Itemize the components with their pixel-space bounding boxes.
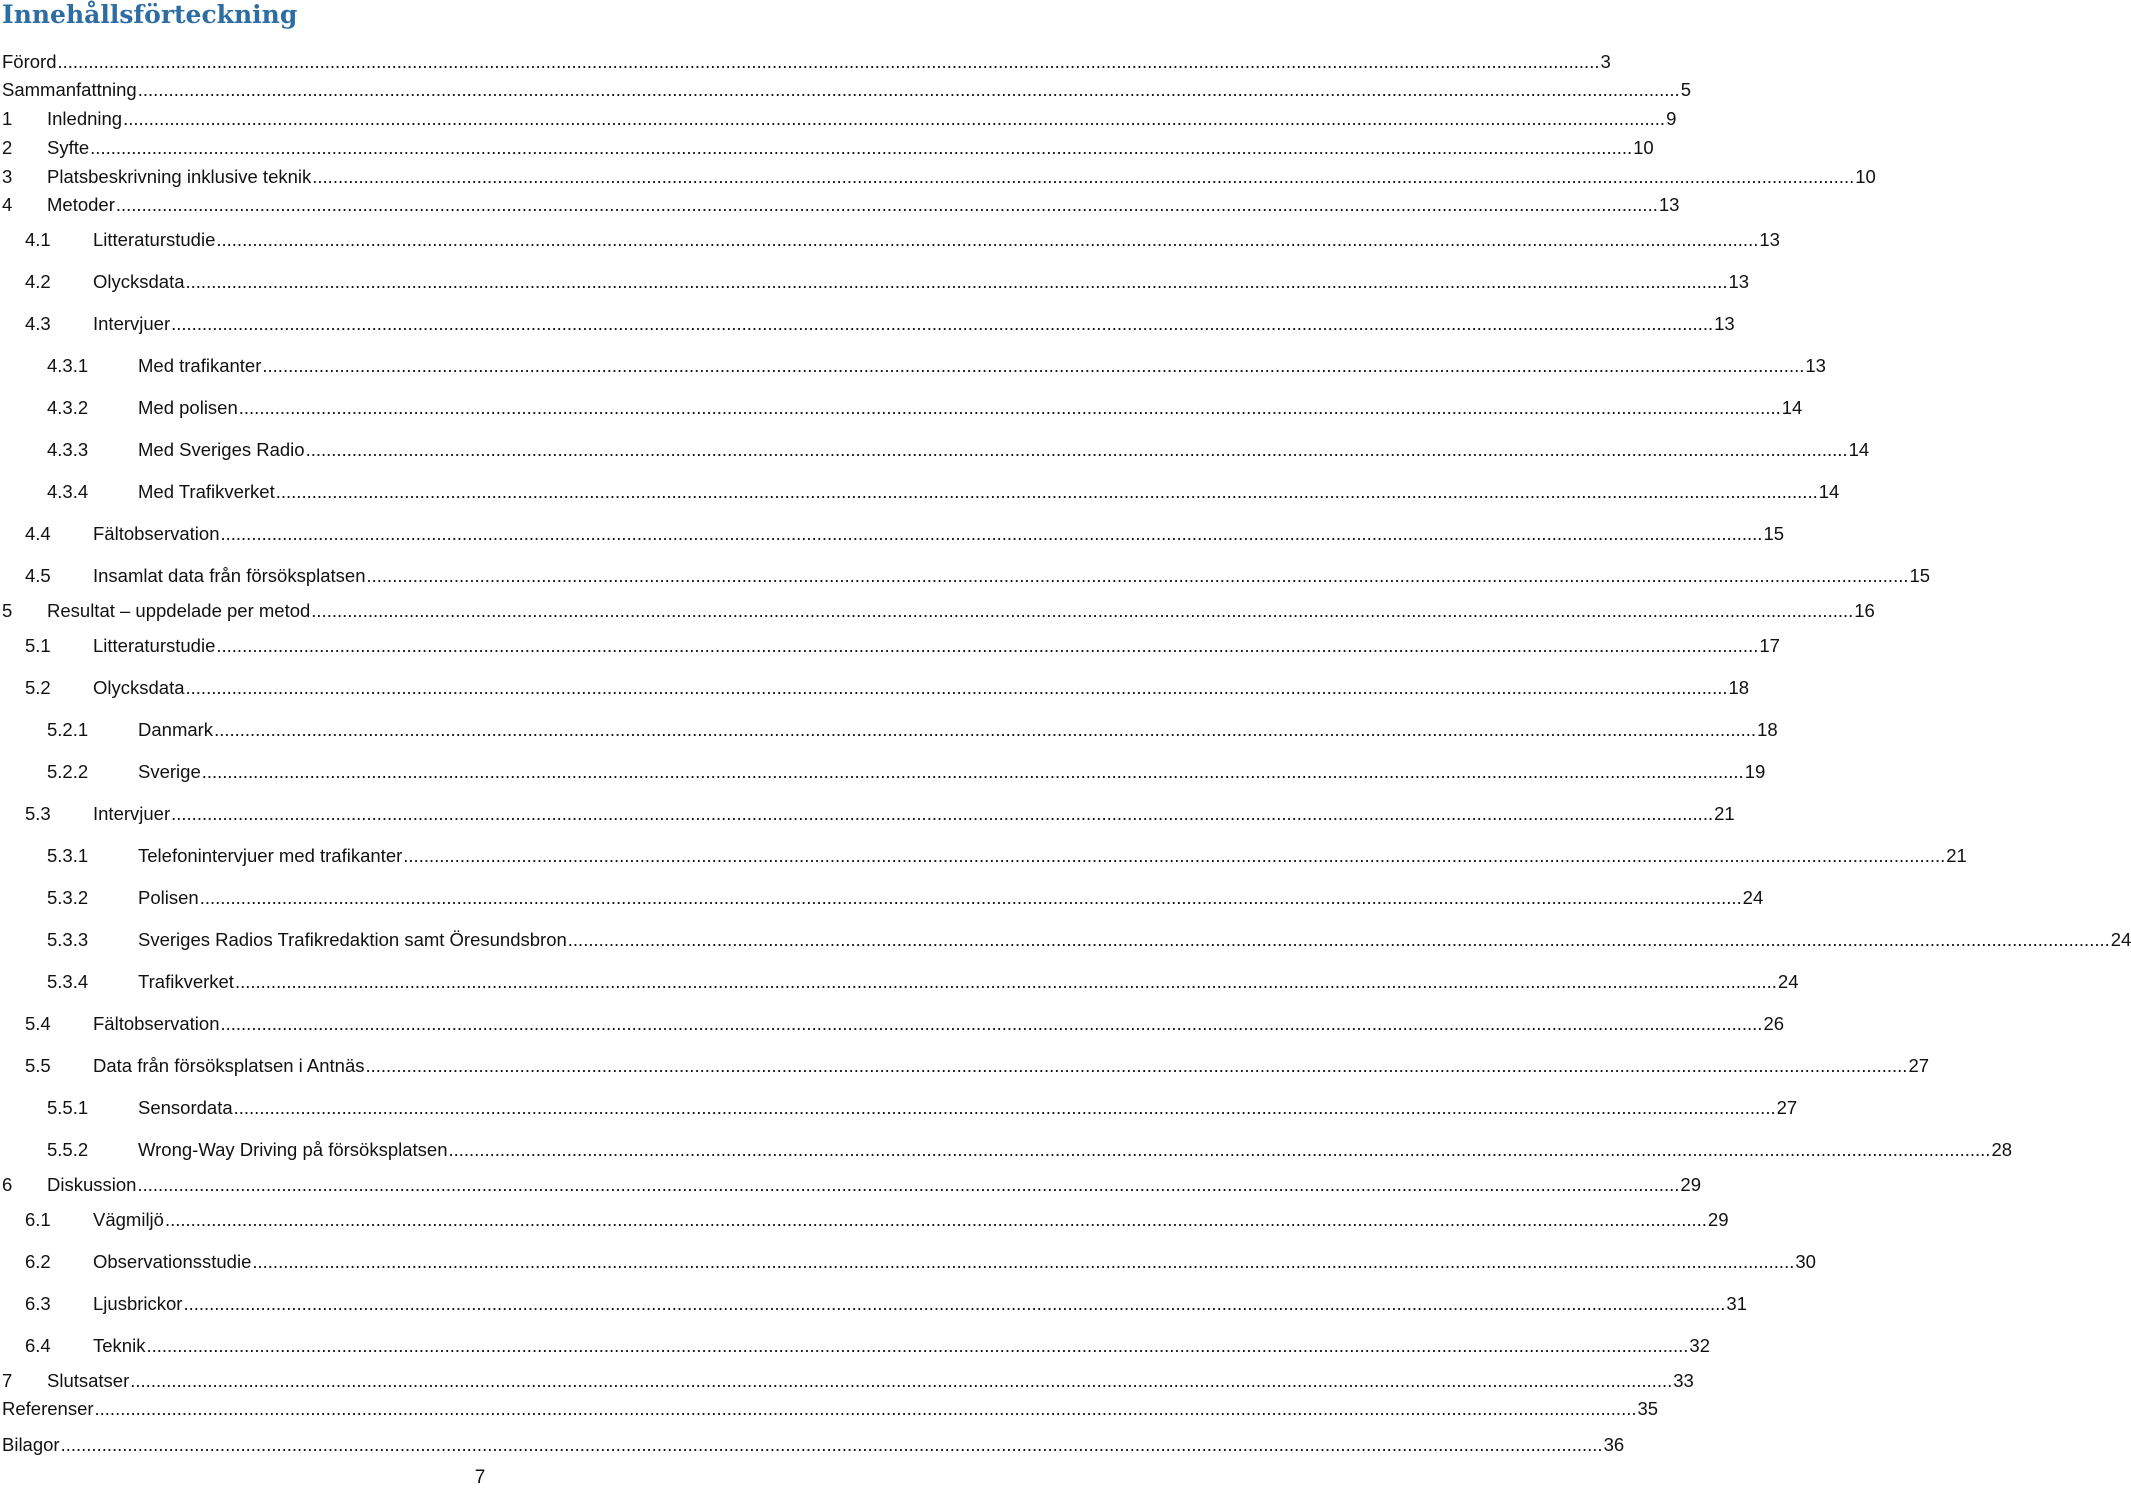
dot-leader: ............................................................................................................................................................................................................................................................................................................ [312,166,1855,187]
toc-entry-number: 6 [2,1174,13,1195]
toc-entry-page: 27 [1776,1097,1798,1118]
dot-leader: ............................................................................................................................................................................................................................................................................................................ [185,271,1728,292]
dot-leader: ............................................................................................................................................................................................................................................................................................................ [220,1013,1763,1034]
toc-entry-label: Litteraturstudie [93,229,216,250]
dot-leader: ............................................................................................................................................................................................................................................................................................................ [238,397,1781,418]
toc-entry-page: 15 [1909,565,1931,586]
toc-entry-label: Med trafikanter [138,355,262,376]
dot-leader: ............................................................................................................................................................................................................................................................................................................ [199,887,1742,908]
toc-entry[interactable] [25,522,1785,546]
toc-entry[interactable] [25,1334,1710,1358]
dot-leader: ............................................................................................................................................................................................................................................................................................................ [171,313,1714,334]
toc-entry-page: 33 [1673,1370,1694,1391]
toc-entry-page: 15 [1763,523,1785,544]
toc-entry-page: 32 [1689,1335,1710,1356]
toc-entry-number: 5.2.2 [47,761,89,782]
toc-entry-number: 5.5.2 [47,1139,89,1160]
dot-leader: ............................................................................................................................................................................................................................................................................................................ [365,1055,1908,1076]
toc-entry-label: Platsbeskrivning inklusive teknik [47,166,312,187]
dot-leader: ............................................................................................................................................................................................................................................................................................................ [130,1370,1673,1391]
dot-leader: ............................................................................................................................................................................................................................................................................................................ [262,355,1805,376]
toc-entry-label: Inledning [47,108,123,129]
dot-leader: ............................................................................................................................................................................................................................................................................................................ [164,1209,1707,1230]
toc-entry[interactable] [25,270,1750,294]
toc-entry-label: Polisen [138,887,199,908]
toc-entry-number: 4.3 [25,313,51,334]
dot-leader: ............................................................................................................................................................................................................................................................................................................ [233,1097,1776,1118]
toc-entry-label: Sverige [138,761,201,782]
toc-entry-page: 5 [1680,79,1691,100]
toc-entry-page: 13 [1728,271,1750,292]
toc-entry[interactable] [47,970,1799,994]
toc-entry-label: Data från försöksplatsen i Antnäs [93,1055,365,1076]
toc-entry-page: 36 [1603,1434,1625,1455]
toc-entry-number: 4.3.3 [47,439,89,460]
page-number: 7 [474,1467,486,1488]
toc-entry[interactable] [47,354,1826,378]
toc-entry[interactable] [25,676,1750,700]
toc-entry-page: 21 [1946,845,1967,866]
dot-leader: ............................................................................................................................................................................................................................................................................................................ [183,1293,1726,1314]
toc-entry-label: Metoder [47,194,115,215]
toc-entry-page: 29 [1707,1209,1729,1230]
toc-entry[interactable] [25,1054,1930,1078]
toc-entry-label: Teknik [93,1335,146,1356]
toc-entry-page: 14 [1848,439,1870,460]
toc-entry-page: 26 [1763,1013,1785,1034]
toc-entry-label: Slutsatser [47,1370,130,1391]
toc-entry[interactable] [25,1292,1747,1316]
toc-entry-number: 5.2.1 [47,719,89,740]
dot-leader: ............................................................................................................................................................................................................................................................................................................ [366,565,1909,586]
toc-entry[interactable] [47,844,1967,868]
toc-entry-number: 5.3.4 [47,971,89,992]
dot-leader: ............................................................................................................................................................................................................................................................................................................ [123,108,1666,129]
toc-entry-number: 6.2 [25,1251,51,1272]
toc-entry-label: Resultat – uppdelade per metod [47,600,311,621]
toc-entry-label: Med Trafikverket [138,481,275,502]
toc-entry[interactable] [2,1433,1625,1457]
toc-entry-page: 31 [1726,1293,1747,1314]
toc-entry-number: 4.5 [25,565,51,586]
toc-entry[interactable] [47,928,2131,952]
toc-entry[interactable] [25,802,1735,826]
toc-entry-number: 5.3.1 [47,845,89,866]
toc-entry[interactable] [25,634,1780,658]
toc-entry-page: 30 [1795,1251,1816,1272]
toc-entry-page: 17 [1759,635,1780,656]
dot-leader: ............................................................................................................................................................................................................................................................................................................ [90,137,1633,158]
toc-entry-page: 10 [1855,166,1876,187]
toc-entry-number: 4 [2,194,13,215]
toc-entry-number: 4.3.1 [47,355,89,376]
toc-entry-number: 5.1 [25,635,51,656]
toc-entry[interactable] [2,50,1611,74]
toc-entry-page: 3 [1600,51,1611,72]
toc-entry-number: 6.1 [25,1209,51,1230]
toc-entry-number: 5.4 [25,1013,51,1034]
toc-entry[interactable] [25,312,1735,336]
toc-entry-label: Observationsstudie [93,1251,252,1272]
dot-leader: ............................................................................................................................................................................................................................................................................................................ [201,761,1744,782]
toc-entry-page: 9 [1666,108,1677,129]
toc-entry-page: 18 [1728,677,1750,698]
toc-entry-label: Wrong-Way Driving på försöksplatsen [138,1139,448,1160]
toc-entry-number: 4.2 [25,271,51,292]
dot-leader: ............................................................................................................................................................................................................................................................................................................ [214,719,1757,740]
toc-entry[interactable] [2,107,1677,131]
toc-entry-page: 24 [1777,971,1799,992]
toc-entry[interactable] [47,1138,2013,1162]
toc-entry[interactable] [2,165,1876,189]
toc-entry-page: 29 [1680,1174,1701,1195]
dot-leader: ............................................................................................................................................................................................................................................................................................................ [115,194,1658,215]
toc-entry-page: 18 [1757,719,1778,740]
toc-entry-page: 24 [2110,929,2131,950]
dot-leader: ............................................................................................................................................................................................................................................................................................................ [403,845,1946,866]
dot-leader: ............................................................................................................................................................................................................................................................................................................ [567,929,2110,950]
toc-entry-label: Trafikverket [138,971,234,992]
toc-entry-page: 35 [1637,1398,1659,1419]
toc-entry-label: Referenser [2,1398,94,1419]
toc-entry-label: Litteraturstudie [93,635,216,656]
toc-entry[interactable] [47,438,1870,462]
toc-entry-number: 3 [2,166,13,187]
toc-entry[interactable] [25,1208,1729,1232]
dot-leader: ............................................................................................................................................................................................................................................................................................................ [60,1434,1603,1455]
toc-entry[interactable] [2,78,1691,102]
dot-leader: ............................................................................................................................................................................................................................................................................................................ [216,635,1759,656]
toc-entry-number: 5.3.3 [47,929,89,950]
toc-entry[interactable] [47,718,1778,742]
toc-entry-page: 21 [1714,803,1735,824]
toc-entry-number: 1 [2,108,13,129]
toc-entry-label: Med polisen [138,397,238,418]
toc-entry-page: 13 [1658,194,1680,215]
toc-entry-number: 5.5.1 [47,1097,89,1118]
toc-entry-page: 16 [1854,600,1875,621]
toc-entry-label: Sveriges Radios Trafikredaktion samt Öresundsbron [138,929,567,950]
toc-entry-page: 27 [1908,1055,1930,1076]
toc-entry-number: 4.3.4 [47,481,89,502]
toc-entry-label: Ljusbrickor [93,1293,183,1314]
dot-leader: ............................................................................................................................................................................................................................................................................................................ [220,523,1763,544]
dot-leader: ............................................................................................................................................................................................................................................................................................................ [137,1174,1680,1195]
toc-entry[interactable] [2,1397,1659,1421]
toc-entry-page: 19 [1744,761,1766,782]
toc-entry-page: 13 [1759,229,1780,250]
toc-entry[interactable] [25,1012,1785,1036]
toc-entry-number: 5.2 [25,677,51,698]
toc-entry-page: 13 [1714,313,1735,334]
toc-entry[interactable] [47,396,1803,420]
dot-leader: ............................................................................................................................................................................................................................................................................................................ [146,1335,1689,1356]
toc-entry-label: Intervjuer [93,313,171,334]
dot-leader: ............................................................................................................................................................................................................................................................................................................ [94,1398,1637,1419]
dot-leader: ............................................................................................................................................................................................................................................................................................................ [171,803,1714,824]
toc-entry[interactable] [47,886,1764,910]
toc-entry-page: 24 [1742,887,1764,908]
toc-entry-number: 6.3 [25,1293,51,1314]
dot-leader: ............................................................................................................................................................................................................................................................................................................ [275,481,1818,502]
toc-entry[interactable] [47,480,1840,504]
toc-entry[interactable] [2,1369,1694,1393]
toc-entry-label: Syfte [47,137,90,158]
toc-entry-number: 4.4 [25,523,51,544]
dot-leader: ............................................................................................................................................................................................................................................................................................................ [252,1251,1795,1272]
toc-entry-number: 4.1 [25,229,51,250]
dot-leader: ............................................................................................................................................................................................................................................................................................................ [448,1139,1991,1160]
toc-entry-number: 7 [2,1370,13,1391]
toc-entry[interactable] [25,564,1931,588]
toc-entry[interactable] [47,1096,1798,1120]
toc-entry-label: Telefonintervjuer med trafikanter [138,845,403,866]
toc-entry-page: 28 [1991,1139,2013,1160]
toc-entry-number: 5.3.2 [47,887,89,908]
toc-entry-page: 13 [1805,355,1826,376]
toc-entry-label: Vägmiljö [93,1209,164,1230]
toc-entry-label: Sammanfattning [2,79,137,100]
toc-entry-number: 4.3.2 [47,397,89,418]
toc-entry-label: Fältobservation [93,523,220,544]
dot-leader: ............................................................................................................................................................................................................................................................................................................ [216,229,1759,250]
toc-entry-label: Bilagor [2,1434,60,1455]
toc-entry[interactable] [2,1173,1701,1197]
toc-entry[interactable] [47,760,1766,784]
dot-leader: ............................................................................................................................................................................................................................................................................................................ [305,439,1848,460]
toc-entry-number: 5.5 [25,1055,51,1076]
toc-entry[interactable] [2,193,1680,217]
dot-leader: ............................................................................................................................................................................................................................................................................................................ [57,51,1600,72]
toc-entry[interactable] [25,1250,1816,1274]
toc-entry-page: 10 [1633,137,1654,158]
toc-entry-number: 5.3 [25,803,51,824]
toc-entry-label: Sensordata [138,1097,233,1118]
toc-entry[interactable] [2,599,1875,623]
toc-entry-label: Diskussion [47,1174,137,1195]
toc-entry-label: Fältobservation [93,1013,220,1034]
toc-entry-number: 6.4 [25,1335,51,1356]
page-title: Innehållsförteckning [2,0,298,29]
toc-entry[interactable] [2,136,1654,160]
toc-entry-number: 2 [2,137,13,158]
toc-entry-label: Olycksdata [93,271,185,292]
toc-entry-page: 14 [1781,397,1803,418]
toc-entry-page: 14 [1818,481,1840,502]
dot-leader: ............................................................................................................................................................................................................................................................................................................ [311,600,1854,621]
dot-leader: ............................................................................................................................................................................................................................................................................................................ [234,971,1777,992]
toc-entry-label: Olycksdata [93,677,185,698]
toc-entry-label: Intervjuer [93,803,171,824]
toc-entry-label: Med Sveriges Radio [138,439,305,460]
toc-entry-label: Insamlat data från försöksplatsen [93,565,366,586]
toc-entry-label: Danmark [138,719,214,740]
toc-entry-label: Förord [2,51,57,72]
toc-entry[interactable] [25,228,1780,252]
dot-leader: ............................................................................................................................................................................................................................................................................................................ [185,677,1728,698]
dot-leader: ............................................................................................................................................................................................................................................................................................................ [137,79,1680,100]
toc-entry-number: 5 [2,600,13,621]
